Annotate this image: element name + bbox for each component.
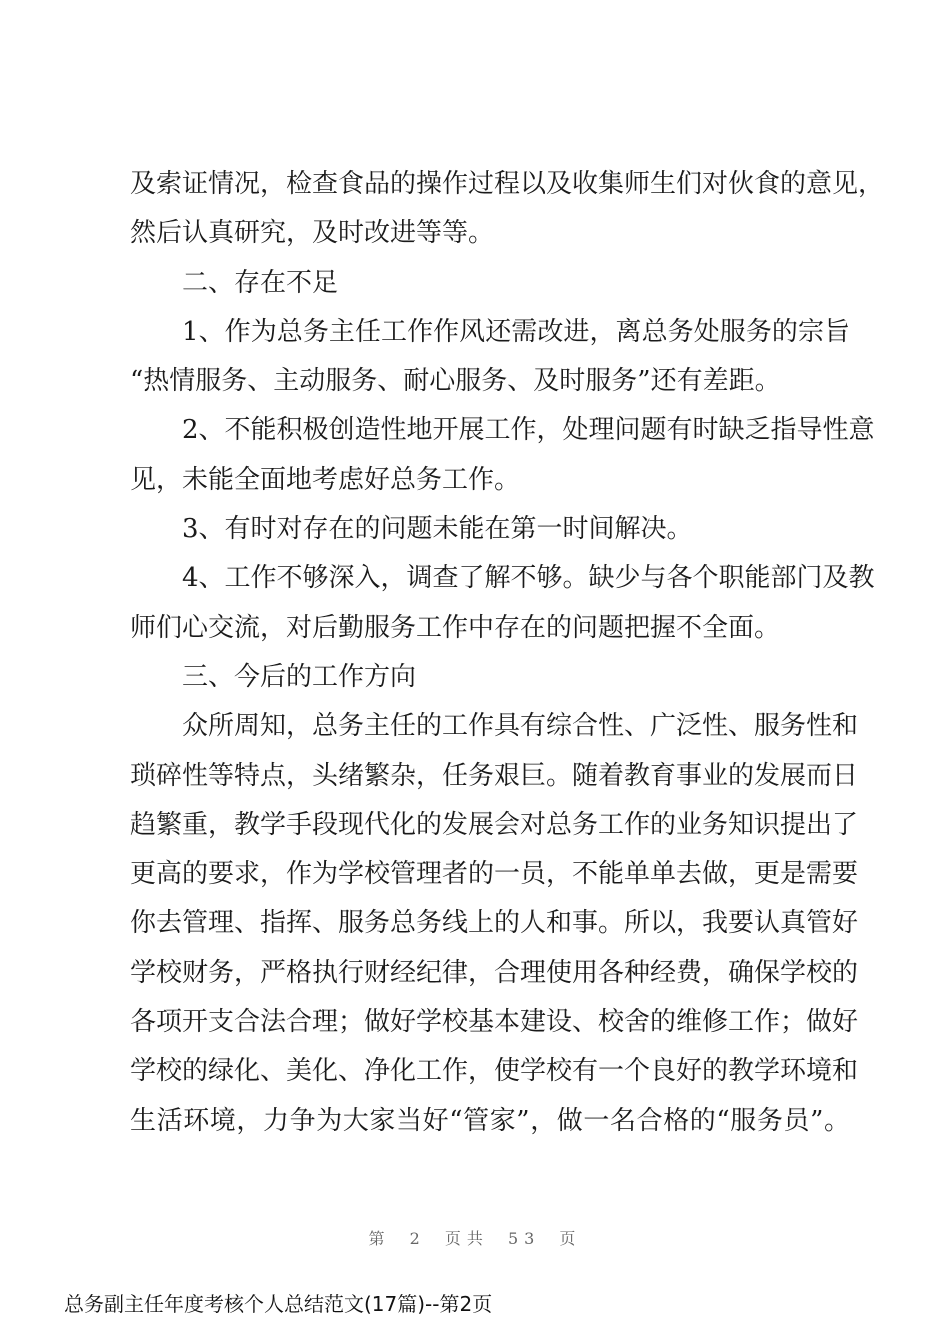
body-line: “热情服务、主动服务、耐心服务、及时服务”还有差距。	[130, 366, 781, 397]
body-line: 4、工作不够深入，调查了解不够。缺少与各个职能部门及教	[182, 563, 875, 594]
body-line: 师们心交流，对后勤服务工作中存在的问题把握不全面。	[130, 612, 781, 643]
body-line: 学校的绿化、美化、净化工作，使学校有一个良好的教学环境和	[130, 1056, 859, 1087]
body-line: 你去管理、指挥、服务总务线上的人和事。所以，我要认真管好	[130, 908, 859, 939]
body-line: 1、作为总务主任工作作风还需改进，离总务处服务的宗旨	[182, 316, 850, 347]
body-line: 见，未能全面地考虑好总务工作。	[130, 464, 521, 495]
body-line: 3、有时对存在的问题未能在第一时间解决。	[182, 514, 693, 545]
body-line: 2、不能积极创造性地开展工作，处理问题有时缺乏指导性意	[182, 415, 875, 446]
section-heading: 三、今后的工作方向	[182, 661, 417, 692]
body-line: 趋繁重，教学手段现代化的发展会对总务工作的业务知识提出了	[130, 809, 859, 840]
section-heading: 二、存在不足	[182, 267, 339, 298]
body-line: 生活环境，力争为大家当好“管家”，做一名合格的“服务员”。	[130, 1105, 850, 1136]
body-line: 及索证情况，检查食品的操作过程以及收集师生们对伙食的意见，	[130, 169, 885, 199]
page-number-footer: 第 2 页共 53 页	[368, 1229, 582, 1248]
body-line: 然后认真研究，及时改进等等。	[130, 218, 495, 249]
document-title-caption: 总务副主任年度考核个人总结范文(17篇)--第2页	[64, 1292, 493, 1316]
document-body	[130, 160, 885, 1146]
body-line: 琐碎性等特点，头绪繁杂，任务艰巨。随着教育事业的发展而日	[130, 760, 859, 791]
body-line: 众所周知，总务主任的工作具有综合性、广泛性、服务性和	[182, 711, 859, 742]
body-line: 各项开支合法合理；做好学校基本建设、校舍的维修工作；做好	[130, 1007, 859, 1038]
body-line: 更高的要求，作为学校管理者的一员，不能单单去做，更是需要	[130, 859, 859, 890]
body-line: 学校财务，严格执行财经纪律，合理使用各种经费，确保学校的	[130, 957, 859, 988]
